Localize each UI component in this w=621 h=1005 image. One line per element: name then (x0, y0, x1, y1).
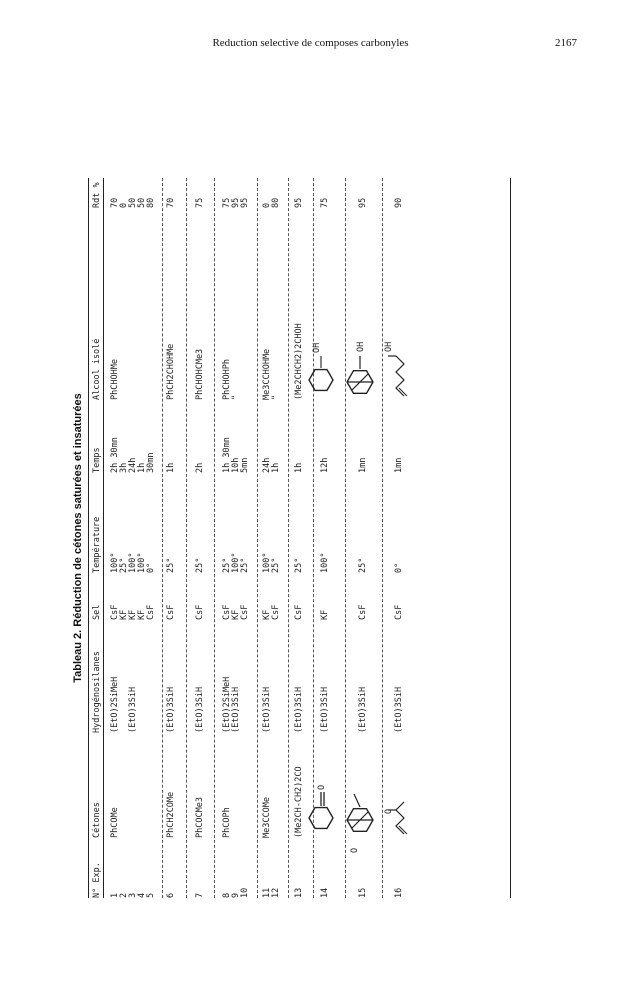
table-caption: Tableau 2. Réduction de cétones saturées et insaturées (72, 393, 84, 683)
table-cell-temp: 25° (222, 557, 232, 573)
oxo-label: O (384, 808, 394, 814)
table-cell-n: 9 (231, 892, 241, 898)
column-header: Temps (92, 447, 102, 473)
table-cell-n: 7 (195, 892, 205, 898)
table-cell-temp: 100° (128, 552, 138, 573)
table-cell-temps: 1h (166, 462, 176, 473)
enone-structure (384, 774, 412, 838)
table-cell-n: 12 (271, 887, 281, 898)
table-cell-n: 8 (222, 892, 232, 898)
table-cell-n: 10 (240, 887, 250, 898)
table-cell-temp: 25° (195, 557, 205, 573)
table-cell-cetone: PhCOPh (222, 807, 232, 838)
table-cell-silane: (EtO)3SiH (195, 686, 205, 733)
table-cell-rdt: 75 (222, 197, 232, 208)
oh-label: OH (312, 342, 322, 353)
table-cell-sel: CsF (110, 604, 120, 620)
table-cell-temp: 25° (166, 557, 176, 573)
table-cell-silane: (EtO)3SiH (128, 686, 138, 733)
menthone-structure (344, 774, 376, 838)
table-cell-sel: KF (119, 609, 129, 620)
table-cell-alcool: Me3CCHOHMe (262, 348, 272, 400)
table-cell-temps: 30mn (146, 452, 156, 473)
table-cell-n: 14 (320, 887, 330, 898)
table-cell-rdt: 70 (110, 197, 120, 208)
table-cell-temps: 10h (231, 457, 241, 473)
column-header: Hydrogénosilanes (92, 651, 102, 733)
allylic-alcohol-structure (384, 330, 412, 400)
column-header: N° Exp. (92, 862, 102, 898)
table-cell-sel: CsF (146, 604, 156, 620)
group-separator (288, 178, 289, 898)
table-cell-alcool: (Me2CHCH2)2CHOH (294, 323, 304, 400)
table-cell-temp: 0° (146, 562, 156, 573)
table-cell-rdt: 75 (320, 197, 330, 208)
table-cell-rdt: 95 (231, 197, 241, 208)
column-header: Température (92, 516, 102, 573)
table-cell-temp: 25° (294, 557, 304, 573)
table-cell-silane: (EtO)3SiH (320, 686, 330, 733)
table-cell-sel: CsF (358, 604, 368, 620)
table-cell-temp: 25° (271, 557, 281, 573)
table-cell-temp: 100° (320, 552, 330, 573)
table-cell-alcool: PhCHOHCMe3 (195, 348, 205, 400)
table-cell-silane: (EtO)3SiH (166, 686, 176, 733)
table-cell-temp: 100° (231, 552, 241, 573)
table-cell-cetone: PhCOMe (110, 807, 120, 838)
page-header (0, 37, 621, 51)
table-cell-silane: (EtO)3SiH (394, 686, 404, 733)
table-cell-n: 15 (358, 887, 368, 898)
table-cell-silane: (EtO)2SiMeH (222, 676, 232, 733)
table-cell-sel: KF (320, 609, 330, 620)
table-cell-cetone: PhCH2COMe (166, 791, 176, 838)
table-cell-temps: 2h 30mn (110, 437, 120, 473)
table-cell-temp: 100° (137, 552, 147, 573)
oh-label: OH (384, 341, 394, 352)
table-cell-temp: 0° (394, 562, 404, 573)
table-cell-rdt: 0 (262, 202, 272, 208)
table-cell-temp: 25° (240, 557, 250, 573)
table-cell-n: 13 (294, 887, 304, 898)
top-rule (88, 178, 89, 898)
table-cell-temps: 2h (195, 462, 205, 473)
oxo-label: O (317, 784, 327, 790)
table-cell-temps: 12h (320, 457, 330, 473)
table-cell-sel: CsF (240, 604, 250, 620)
table-cell-n: 2 (119, 892, 129, 898)
table-cell-rdt: 80 (146, 197, 156, 208)
table-cell-rdt: 75 (195, 197, 205, 208)
table-cell-rdt: 95 (240, 197, 250, 208)
table-cell-silane: (EtO)3SiH (262, 686, 272, 733)
table-cell-sel: KF (262, 609, 272, 620)
table-cell-n: 1 (110, 892, 120, 898)
table-cell-n: 6 (166, 892, 176, 898)
table-cell-alcool: " (271, 394, 281, 400)
table-cell-temps: 24h (128, 457, 138, 473)
table-cell-sel: KF (137, 609, 147, 620)
table-cell-cetone: Me3CCOMe (262, 797, 272, 838)
table-cell-silane: (EtO)2SiMeH (110, 676, 120, 733)
running-title: Reduction selective de composes carbonyles (212, 37, 409, 49)
column-header: Cétones (92, 802, 102, 838)
table-cell-rdt: 95 (294, 197, 304, 208)
table-cell-n: 3 (128, 892, 138, 898)
table-cell-temps: 3h (119, 462, 129, 473)
table-cell-sel: KF (231, 609, 241, 620)
table-cell-n: 4 (137, 892, 147, 898)
table-cell-temps: 1mn (394, 457, 404, 473)
table-cell-sel: CsF (394, 604, 404, 620)
table-cell-silane: (EtO)3SiH (358, 686, 368, 733)
table-cell-alcool: PhCH2CHOHMe (166, 343, 176, 400)
table-cell-alcool: PhCHOHMe (110, 359, 120, 400)
group-separator (162, 178, 163, 898)
table-cell-temps: 1h (137, 462, 147, 473)
table-cell-silane: (EtO)3SiH (294, 686, 304, 733)
table-cell-temps: 1h (271, 462, 281, 473)
header-rule (103, 178, 104, 898)
table-cell-rdt: 50 (128, 197, 138, 208)
table-cell-sel: KF (128, 609, 138, 620)
table-cell-n: 5 (146, 892, 156, 898)
table-cell-temp: 25° (119, 557, 129, 573)
table-cell-n: 11 (262, 887, 272, 898)
table-cell-temp: 100° (110, 552, 120, 573)
page-number: 2167 (555, 37, 577, 49)
table-cell-temps: 24h (262, 457, 272, 473)
table-cell-silane: (EtO)3SiH (231, 686, 241, 733)
group-separator (382, 178, 383, 898)
table-cell-sel: CsF (271, 604, 281, 620)
group-separator (257, 178, 258, 898)
table-cell-temps: 1mn (358, 457, 368, 473)
bottom-rule (510, 178, 511, 898)
table-cell-temp: 25° (358, 557, 368, 573)
table-cell-rdt: 90 (394, 197, 404, 208)
table-cell-alcool: PhCHOHPh (222, 359, 232, 400)
column-header: Alcool isolé (92, 338, 102, 400)
table-cell-rdt: 0 (119, 202, 129, 208)
table-cell-temp: 100° (262, 552, 272, 573)
table-cell-cetone: (Me2CH-CH2)2CO (294, 766, 304, 838)
rotated-table (72, 178, 512, 898)
table-cell-sel: CsF (166, 604, 176, 620)
column-header: Rdt % (92, 182, 102, 208)
table-cell-rdt: 95 (358, 197, 368, 208)
group-separator (214, 178, 215, 898)
table-cell-sel: CsF (222, 604, 232, 620)
table-cell-n: 16 (394, 887, 404, 898)
table-cell-sel: CsF (195, 604, 205, 620)
table-cell-rdt: 50 (137, 197, 147, 208)
table-cell-temps: 1h 30mn (222, 437, 232, 473)
table-cell-rdt: 70 (166, 197, 176, 208)
table-cell-alcool: " (231, 394, 241, 400)
table-cell-sel: CsF (294, 604, 304, 620)
group-separator (186, 178, 187, 898)
oh-label: OH (356, 341, 366, 352)
column-header: Sel (92, 604, 102, 620)
table-cell-temps: 5mn (240, 457, 250, 473)
table-cell-cetone: PhCOCMe3 (195, 797, 205, 838)
oxo-label: O (350, 847, 360, 853)
table-cell-rdt: 80 (271, 197, 281, 208)
table-cell-temps: 1h (294, 462, 304, 473)
